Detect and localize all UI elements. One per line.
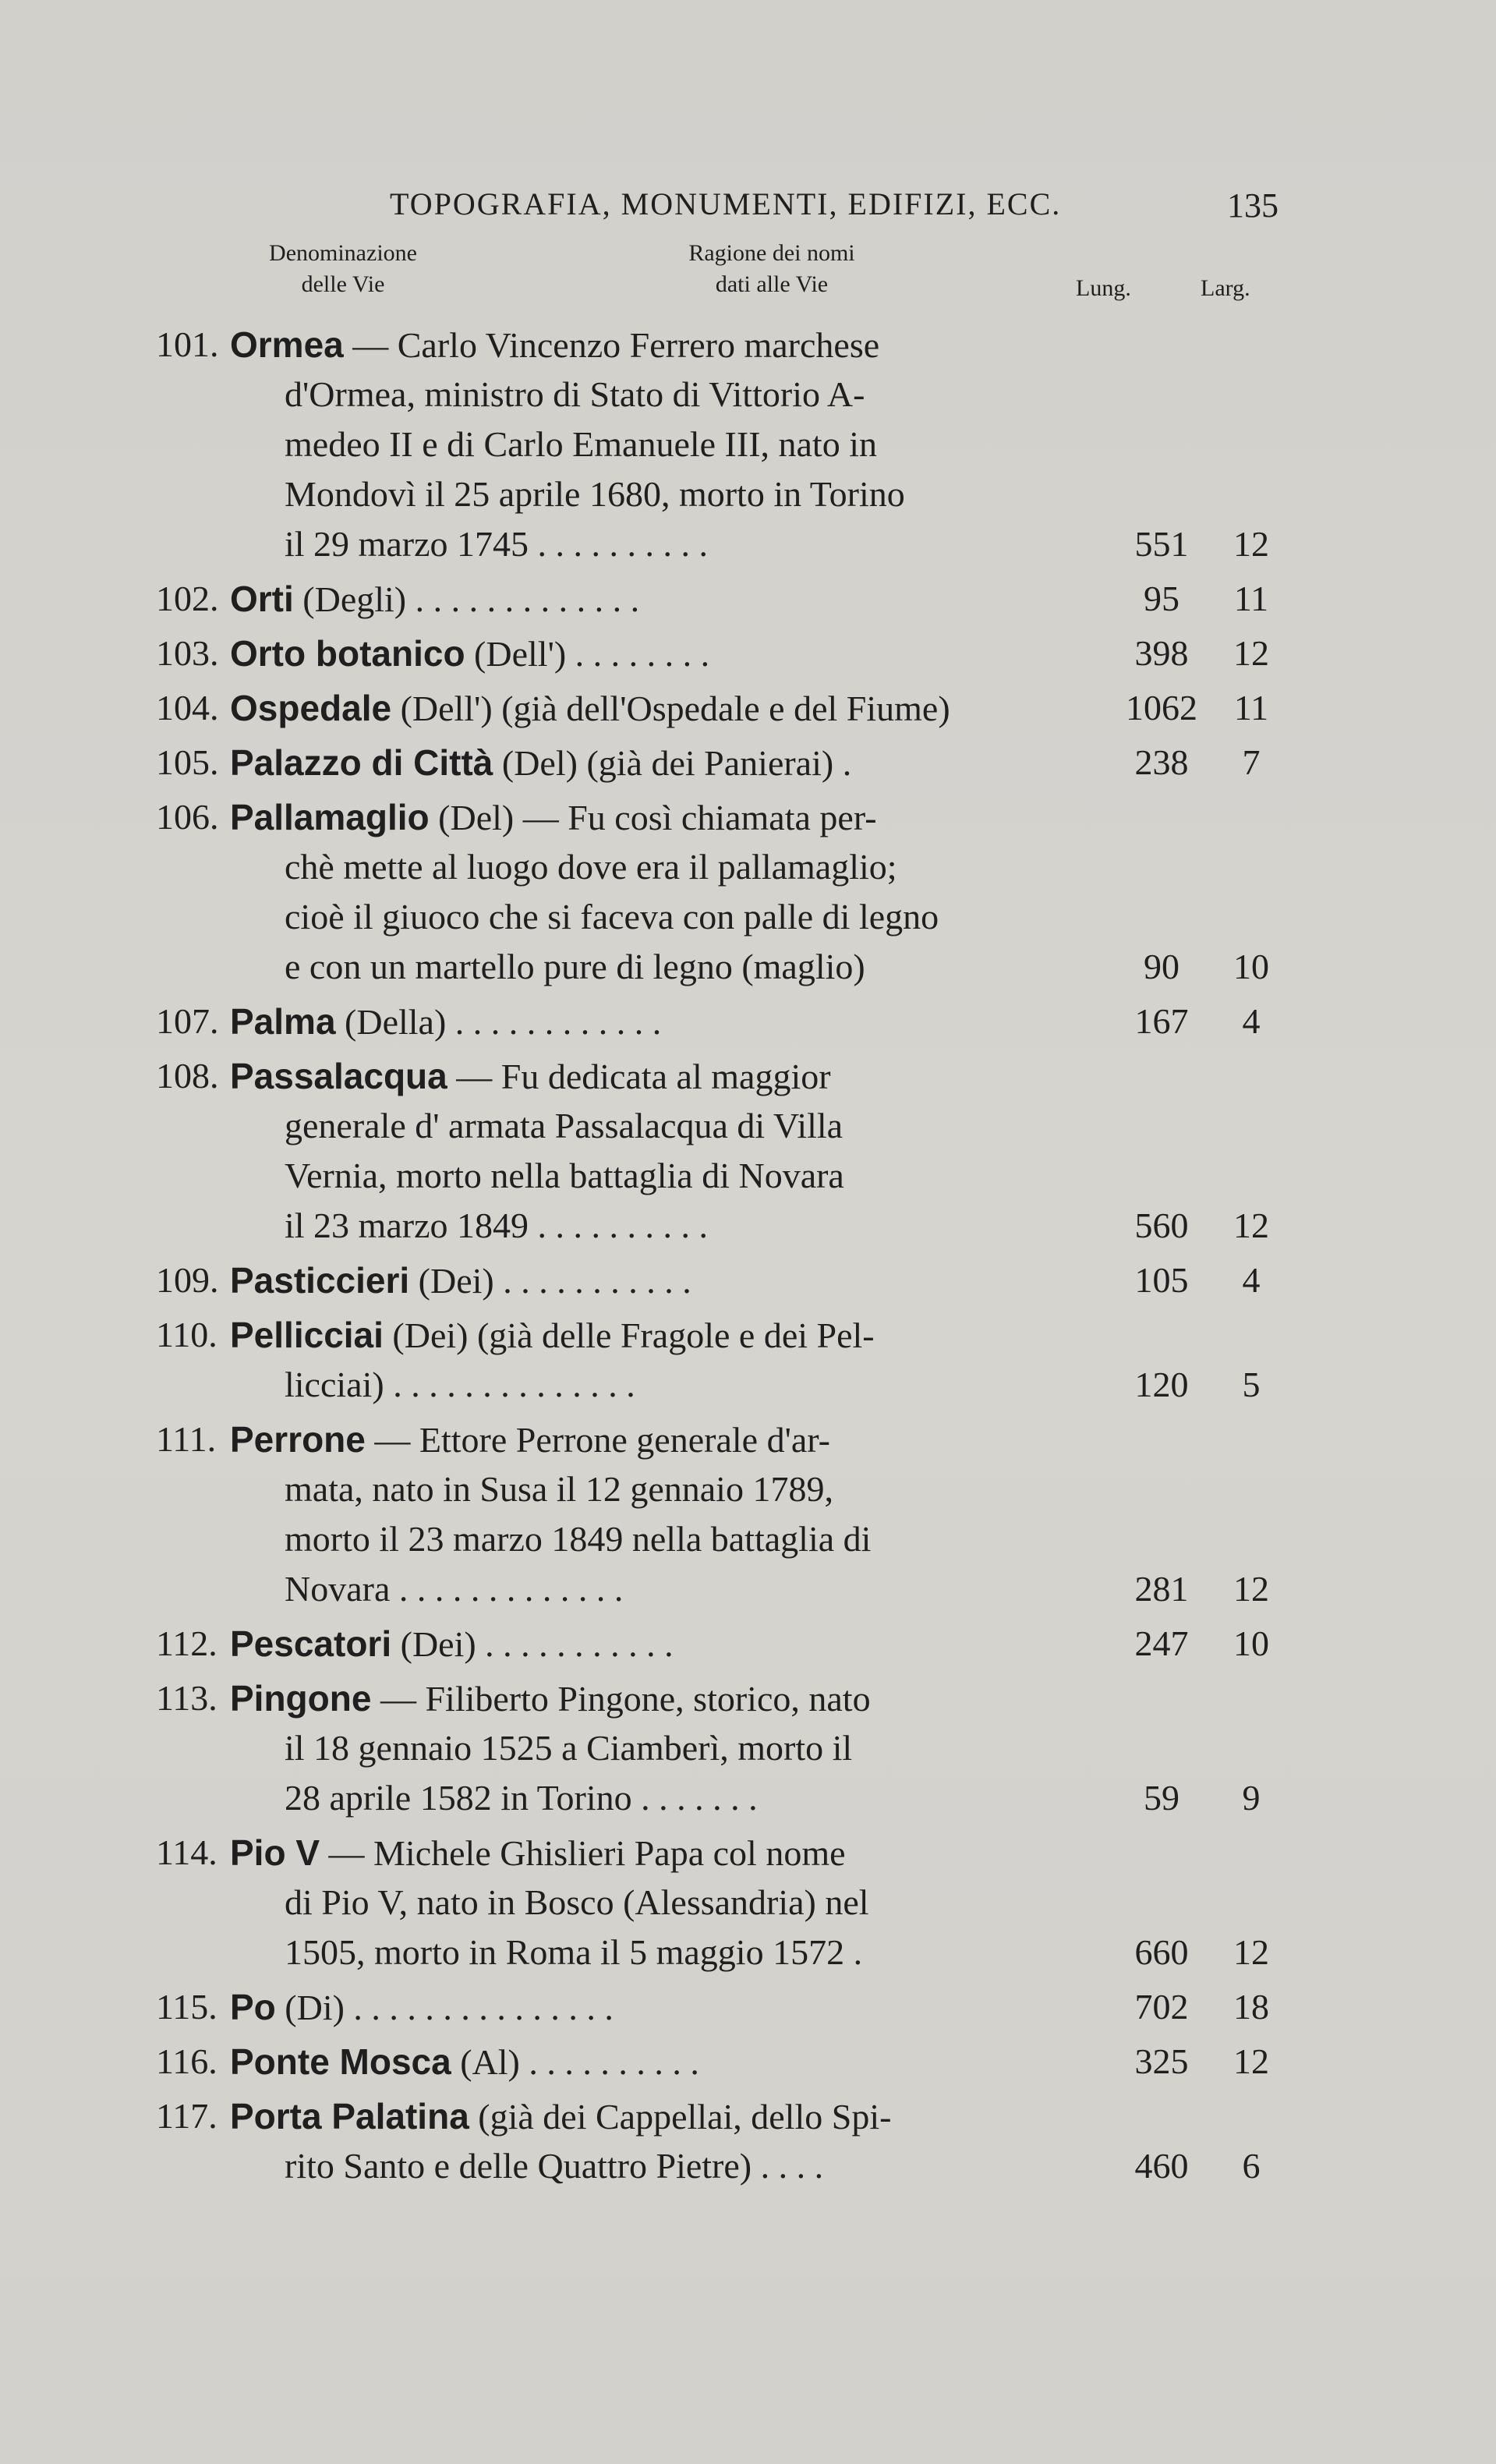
street-length: 90 bbox=[1144, 947, 1179, 986]
street-entry bbox=[156, 1982, 1310, 2032]
entry-text bbox=[285, 420, 1169, 469]
street-description: (Dei) . . . . . . . . . . . bbox=[418, 1261, 691, 1301]
street-description: (Dell') . . . . . . . . bbox=[474, 634, 710, 674]
street-description: (Al) . . . . . . . . . . bbox=[460, 2042, 699, 2082]
street-description: 1505, morto in Roma il 5 maggio 1572 . bbox=[285, 1932, 863, 1972]
street-description: 28 aprile 1582 in Torino . . . . . . . bbox=[285, 1778, 758, 1818]
entry-text bbox=[230, 2091, 1169, 2142]
street-name: Pasticcieri bbox=[230, 1260, 410, 1301]
street-entry bbox=[156, 1828, 1310, 1977]
column-heading-lung: Lung. bbox=[1076, 275, 1131, 301]
street-description: rito Santo e delle Quattro Pietre) . . . . bbox=[285, 2146, 824, 2186]
street-list bbox=[156, 320, 1310, 2191]
entry-text bbox=[230, 1982, 1169, 2033]
street-name: Ponte Mosca bbox=[230, 2041, 451, 2082]
street-description: — Fu dedicata al maggior bbox=[456, 1057, 831, 1096]
entry-continuation-line bbox=[156, 1878, 1310, 1928]
entry-continuation-line bbox=[156, 1201, 1310, 1251]
street-width: 11 bbox=[1233, 579, 1269, 618]
street-length: 247 bbox=[1134, 1623, 1189, 1663]
street-name: Pallamaglio bbox=[230, 797, 430, 837]
entry-continuation-line bbox=[156, 1464, 1310, 1514]
street-width: 18 bbox=[1233, 1987, 1269, 2027]
street-name: Porta Palatina bbox=[230, 2096, 469, 2137]
street-length: 59 bbox=[1144, 1778, 1179, 1818]
entry-number: 115. bbox=[156, 1987, 218, 2027]
entry-continuation-line bbox=[156, 519, 1310, 569]
street-entry bbox=[156, 1414, 1310, 1614]
entry-text bbox=[285, 1928, 1169, 1977]
street-description: mata, nato in Susa il 12 gennaio 1789, bbox=[285, 1469, 833, 1509]
street-description: — Michele Ghislieri Papa col nome bbox=[328, 1833, 846, 1873]
street-description: chè mette al luogo dove era il pallamaglio; bbox=[285, 847, 897, 887]
street-description: (Degli) . . . . . . . . . . . . . bbox=[302, 579, 640, 619]
column-heading-ragione: Ragione dei nomi dati alle Vie bbox=[688, 240, 855, 297]
street-entry bbox=[156, 320, 1310, 569]
entry-text bbox=[230, 683, 1169, 734]
entry-continuation-line bbox=[156, 1723, 1310, 1773]
street-width: 5 bbox=[1242, 1365, 1261, 1404]
entry-continuation-line bbox=[156, 1101, 1310, 1151]
street-width: 7 bbox=[1242, 742, 1261, 782]
entry-number: 108. bbox=[156, 1056, 219, 1096]
street-width: 9 bbox=[1242, 1778, 1261, 1818]
street-description: di Pio V, nato in Bosco (Alessandria) nel bbox=[285, 1882, 869, 1922]
street-name: Ormea bbox=[230, 324, 344, 365]
entry-number: 116. bbox=[156, 2041, 218, 2081]
street-description: (Del) (già dei Panierai) . bbox=[501, 743, 852, 783]
entry-first-line bbox=[156, 2037, 1310, 2087]
street-description: — Ettore Perrone generale d'ar- bbox=[374, 1420, 830, 1460]
street-entry bbox=[156, 792, 1310, 992]
street-width: 12 bbox=[1233, 2041, 1269, 2081]
street-width: 12 bbox=[1233, 524, 1269, 564]
street-length: 702 bbox=[1134, 1987, 1189, 2027]
entry-first-line bbox=[156, 1051, 1310, 1101]
entry-first-line bbox=[156, 997, 1310, 1046]
entry-text bbox=[230, 1673, 1169, 1724]
street-length: 167 bbox=[1134, 1001, 1189, 1041]
entry-continuation-line bbox=[156, 420, 1310, 469]
street-description: Vernia, morto nella battaglia di Novara bbox=[285, 1156, 844, 1195]
entry-text bbox=[285, 2141, 1169, 2191]
entry-continuation-line bbox=[156, 1928, 1310, 1977]
street-width: 4 bbox=[1242, 1260, 1261, 1300]
entry-continuation-line bbox=[156, 942, 1310, 992]
street-description: — Carlo Vincenzo Ferrero marchese bbox=[352, 325, 880, 365]
street-length: 238 bbox=[1134, 742, 1189, 782]
street-length: 398 bbox=[1134, 633, 1189, 673]
street-width: 6 bbox=[1242, 2146, 1261, 2186]
entry-number: 106. bbox=[156, 797, 219, 837]
entry-text bbox=[230, 1619, 1169, 1669]
entry-number: 102. bbox=[156, 579, 219, 618]
page-number: 135 bbox=[1227, 186, 1278, 225]
street-length: 1062 bbox=[1126, 688, 1197, 728]
street-description: d'Ormea, ministro di Stato di Vittorio A- bbox=[285, 374, 865, 414]
street-description: e con un martello pure di legno (maglio) bbox=[285, 947, 865, 986]
street-description: Mondovì il 25 aprile 1680, morto in Torino bbox=[285, 474, 905, 514]
street-entry bbox=[156, 997, 1310, 1046]
street-description: licciai) . . . . . . . . . . . . . . bbox=[285, 1365, 635, 1404]
street-entry bbox=[156, 1051, 1310, 1251]
street-name: Pellicciai bbox=[230, 1315, 384, 1355]
entry-first-line bbox=[156, 2091, 1310, 2141]
entry-text bbox=[230, 997, 1169, 1047]
entry-continuation-line bbox=[156, 469, 1310, 519]
entry-number: 113. bbox=[156, 1678, 218, 1718]
street-length: 95 bbox=[1144, 579, 1179, 618]
entry-first-line bbox=[156, 1619, 1310, 1669]
entry-text bbox=[285, 1201, 1169, 1251]
entry-text bbox=[285, 892, 1169, 942]
street-description: (Dei) (già delle Fragole e dei Pel- bbox=[392, 1315, 875, 1355]
entry-text bbox=[285, 1151, 1169, 1201]
street-entry bbox=[156, 2037, 1310, 2087]
street-entry bbox=[156, 683, 1310, 733]
entry-number: 111. bbox=[156, 1419, 217, 1459]
entry-text bbox=[230, 792, 1169, 843]
street-name: Pingone bbox=[230, 1678, 372, 1719]
street-name: Palazzo di Città bbox=[230, 742, 493, 783]
entry-number: 109. bbox=[156, 1260, 219, 1300]
street-length: 660 bbox=[1134, 1932, 1189, 1972]
street-description: (Dell') (già dell'Ospedale e del Fiume) bbox=[400, 689, 950, 728]
street-name: Palma bbox=[230, 1001, 336, 1042]
entry-first-line bbox=[156, 1414, 1310, 1464]
street-description: (Dei) . . . . . . . . . . . bbox=[400, 1624, 674, 1664]
entry-text bbox=[285, 842, 1169, 892]
street-length: 120 bbox=[1134, 1365, 1189, 1404]
street-entry bbox=[156, 2091, 1310, 2191]
running-title: TOPOGRAFIA, MONUMENTI, EDIFIZI, ECC. bbox=[390, 186, 1062, 221]
street-entry bbox=[156, 628, 1310, 678]
street-length: 460 bbox=[1134, 2146, 1189, 2186]
entry-text bbox=[230, 1828, 1169, 1878]
entry-text bbox=[285, 1360, 1169, 1410]
entry-number: 117. bbox=[156, 2096, 218, 2136]
column-heading-larg: Larg. bbox=[1201, 275, 1250, 301]
street-length: 551 bbox=[1134, 524, 1189, 564]
street-description: il 23 marzo 1849 . . . . . . . . . . bbox=[285, 1205, 708, 1245]
entry-continuation-line bbox=[156, 842, 1310, 892]
street-width: 10 bbox=[1233, 947, 1269, 986]
entry-first-line bbox=[156, 320, 1310, 370]
street-entry bbox=[156, 1673, 1310, 1823]
entry-text bbox=[285, 1723, 1169, 1773]
street-name: Pescatori bbox=[230, 1623, 392, 1664]
street-width: 12 bbox=[1233, 1932, 1269, 1972]
entry-text bbox=[230, 738, 1169, 788]
entry-text bbox=[230, 1255, 1169, 1306]
entry-text bbox=[285, 1464, 1169, 1514]
street-entry bbox=[156, 738, 1310, 788]
street-description: il 29 marzo 1745 . . . . . . . . . . bbox=[285, 524, 708, 564]
entry-text bbox=[285, 1878, 1169, 1928]
street-entry bbox=[156, 574, 1310, 624]
entry-text bbox=[230, 1310, 1169, 1361]
street-width: 11 bbox=[1233, 688, 1269, 728]
entry-continuation-line bbox=[156, 370, 1310, 420]
street-entry bbox=[156, 1310, 1310, 1410]
column-heading-denominazione: Denominazione delle Vie bbox=[269, 240, 417, 297]
street-description: (Di) . . . . . . . . . . . . . . . bbox=[285, 1988, 614, 2027]
entry-number: 104. bbox=[156, 688, 219, 728]
entry-first-line bbox=[156, 1828, 1310, 1878]
street-description: medeo II e di Carlo Emanuele III, nato in bbox=[285, 424, 877, 464]
entry-number: 112. bbox=[156, 1623, 218, 1663]
street-entry bbox=[156, 1619, 1310, 1669]
entry-continuation-line bbox=[156, 2141, 1310, 2191]
entry-number: 101. bbox=[156, 324, 219, 364]
entry-text bbox=[230, 574, 1169, 625]
street-width: 12 bbox=[1233, 1569, 1269, 1609]
entry-continuation-line bbox=[156, 1360, 1310, 1410]
entry-first-line bbox=[156, 1982, 1310, 2032]
entry-text bbox=[230, 628, 1169, 679]
street-description: generale d' armata Passalacqua di Villa bbox=[285, 1106, 843, 1145]
entry-first-line bbox=[156, 1255, 1310, 1305]
column-headings bbox=[226, 238, 1286, 308]
street-description: (Del) — Fu così chiamata per- bbox=[438, 798, 877, 837]
street-length: 281 bbox=[1134, 1569, 1189, 1609]
entry-first-line bbox=[156, 574, 1310, 624]
entry-number: 105. bbox=[156, 742, 219, 782]
entry-text bbox=[230, 320, 1169, 370]
entry-text bbox=[285, 469, 1169, 519]
street-width: 10 bbox=[1233, 1623, 1269, 1663]
street-description: — Filiberto Pingone, storico, nato bbox=[380, 1679, 871, 1719]
street-description: (Della) . . . . . . . . . . . . bbox=[345, 1002, 662, 1042]
street-length: 560 bbox=[1134, 1205, 1189, 1245]
entry-text bbox=[285, 1773, 1169, 1823]
entry-text bbox=[285, 519, 1169, 569]
street-description: cioè il giuoco che si faceva con palle di legno bbox=[285, 897, 939, 936]
entry-first-line bbox=[156, 1673, 1310, 1723]
street-name: Orti bbox=[230, 579, 294, 619]
running-head bbox=[390, 186, 1278, 240]
street-name: Ospedale bbox=[230, 688, 392, 728]
street-width: 12 bbox=[1233, 1205, 1269, 1245]
entry-first-line bbox=[156, 792, 1310, 842]
street-length: 325 bbox=[1134, 2041, 1189, 2081]
entry-number: 114. bbox=[156, 1832, 218, 1872]
entry-text bbox=[230, 2037, 1169, 2087]
street-description: Novara . . . . . . . . . . . . . bbox=[285, 1569, 624, 1609]
entry-continuation-line bbox=[156, 1514, 1310, 1564]
street-name: Po bbox=[230, 1987, 276, 2027]
street-name: Passalacqua bbox=[230, 1056, 447, 1096]
entry-text bbox=[285, 1101, 1169, 1151]
entry-number: 103. bbox=[156, 633, 219, 673]
entry-text bbox=[285, 1514, 1169, 1564]
entry-text bbox=[230, 1414, 1169, 1465]
entry-text bbox=[285, 942, 1169, 992]
entry-number: 107. bbox=[156, 1001, 219, 1041]
street-length: 105 bbox=[1134, 1260, 1189, 1300]
entry-continuation-line bbox=[156, 892, 1310, 942]
street-name: Perrone bbox=[230, 1419, 366, 1460]
entry-text bbox=[230, 1051, 1169, 1102]
entry-continuation-line bbox=[156, 1773, 1310, 1823]
entry-first-line bbox=[156, 738, 1310, 788]
entry-text bbox=[285, 1564, 1169, 1614]
entry-first-line bbox=[156, 628, 1310, 678]
street-name: Pio V bbox=[230, 1832, 320, 1873]
street-name: Orto botanico bbox=[230, 633, 465, 674]
entry-text bbox=[285, 370, 1169, 420]
street-description: morto il 23 marzo 1849 nella battaglia di bbox=[285, 1519, 872, 1559]
entry-continuation-line bbox=[156, 1564, 1310, 1614]
street-entry bbox=[156, 1255, 1310, 1305]
entry-continuation-line bbox=[156, 1151, 1310, 1201]
entry-first-line bbox=[156, 1310, 1310, 1360]
street-width: 12 bbox=[1233, 633, 1269, 673]
street-description: (già dei Cappellai, dello Spi- bbox=[478, 2097, 892, 2137]
entry-number: 110. bbox=[156, 1315, 218, 1354]
street-description: il 18 gennaio 1525 a Ciamberì, morto il bbox=[285, 1728, 853, 1768]
street-width: 4 bbox=[1242, 1001, 1261, 1041]
entry-first-line bbox=[156, 683, 1310, 733]
